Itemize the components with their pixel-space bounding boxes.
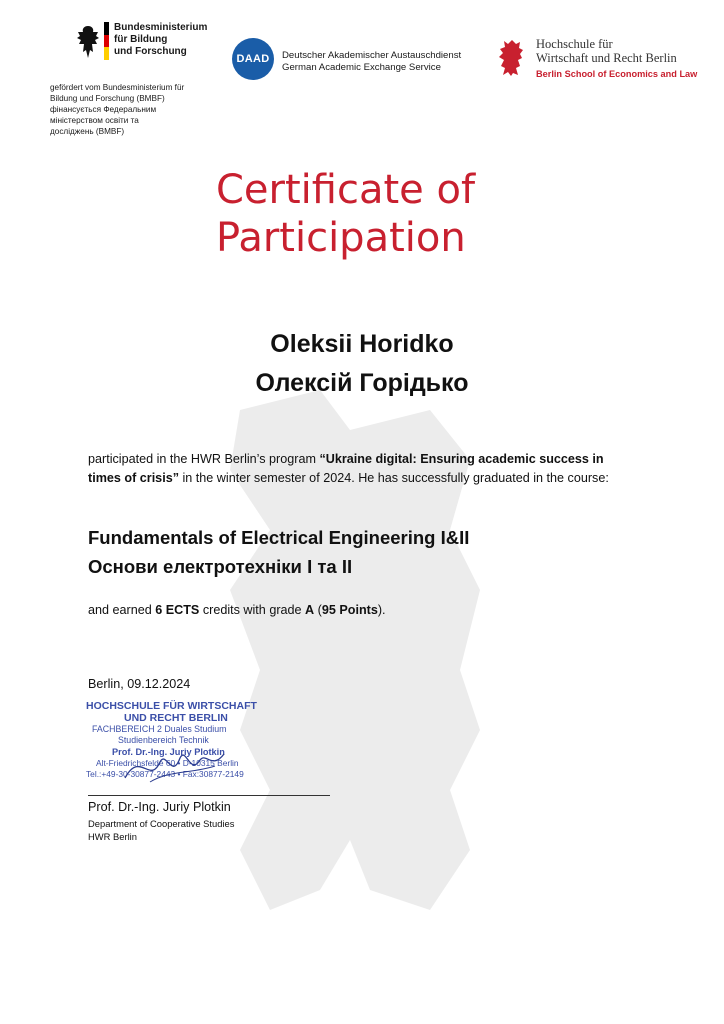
stamp-line-7: Tel.:+49-30-30877-2443 • Fax:30877-2149 [86,769,244,779]
flag-stripe-red [104,35,109,48]
stamp-line-6: Alt-Friedrichsfelde 60 • D-10315 Berlin [96,758,239,768]
grade: A [305,603,315,617]
ects-credits: 6 ECTS [155,603,200,617]
program-name: “Ukraine digital: Ensuring academic success in times of crisis” [88,452,604,485]
bmbf-funding-note: gefördert vom Bundesministerium für Bildung und Forschung (BMBF) фінансується Федеральним міністерством освіти та досліджень (BMBF) [50,83,185,136]
stamp-line-3: FACHBEREICH 2 Duales Studium [92,724,227,734]
points: 95 Points [321,603,378,617]
course-title-english: Fundamentals of Electrical Engineering I&II [88,527,470,548]
earned-open-paren: ( [314,603,322,617]
daad-name: Deutscher Akademischer Austauschdienst German Academic Exchange Service [282,50,462,73]
daad-logo: DAAD [232,38,274,80]
earned-middle: credits with grade [199,603,306,617]
german-flag-icon [104,22,109,60]
signature-line [88,795,330,796]
course-title-ukrainian: Основи електротехніки І та ІІ [88,556,353,577]
stamp-line-1: HOCHSCHULE FÜR WIRTSCHAFT [86,700,257,712]
statement-outro: in the winter semester of 2024. He has successfully graduated in the course: [179,471,609,485]
signer-organization: HWR Berlin [88,831,137,842]
certificate-title: Certificate of Participation [216,167,476,261]
flag-stripe-gold [104,47,109,60]
stamp-line-2: UND RECHT BERLIN [124,712,228,724]
earned-close-paren: ). [377,603,386,617]
hwr-name: Hochschule für Wirtschaft und Recht Berlin [536,37,677,65]
recipient-name-cyrillic: Олексій Горідько [255,369,469,397]
stamp-line-5: Prof. Dr.-Ing. Juriy Plotkin [112,747,225,757]
federal-eagle-icon [74,22,102,62]
stamp-line-4: Studienbereich Technik [118,735,209,745]
bmbf-name: Bundesministerium für Bildung und Forschung [114,22,208,57]
signer-department: Department of Cooperative Studies [88,818,235,829]
participation-statement [88,450,638,488]
flag-stripe-black [104,22,109,35]
earned-prefix: and earned [88,603,156,617]
berlin-bear-icon [496,38,526,78]
hwr-subtitle: Berlin School of Economics and Law [536,69,698,79]
issue-date: Berlin, 09.12.2024 [88,677,191,691]
credits-statement [88,603,386,617]
recipient-name-latin: Oleksii Horidko [270,330,454,358]
signer-name: Prof. Dr.-Ing. Juriy Plotkin [88,800,231,814]
signature-icon [120,740,230,790]
statement-intro: participated in the HWR Berlin’s program [88,452,320,466]
